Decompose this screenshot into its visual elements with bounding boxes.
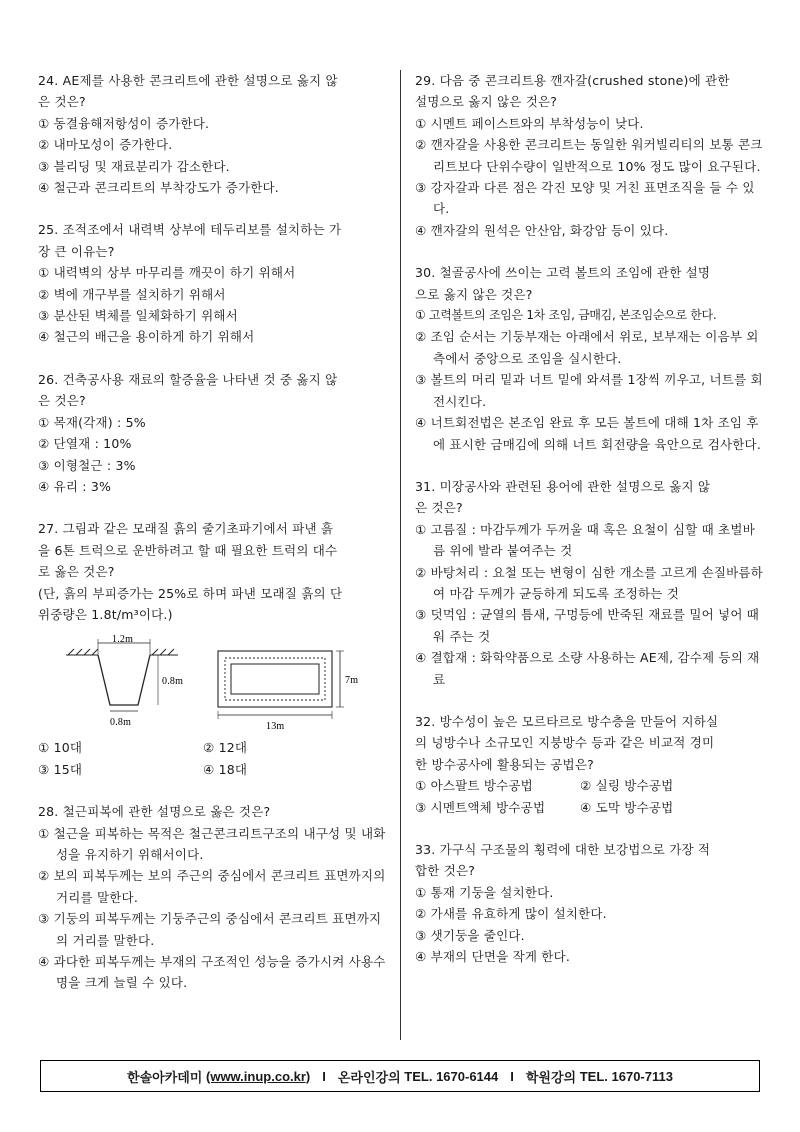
question-27-option-4: ④ 18대 bbox=[203, 761, 248, 777]
question-30-option-2: ② 조임 순서는 기둥부재는 아래에서 위로, 보부재는 이음부 외측에서 중앙으로 조임을 실시한다. bbox=[415, 329, 759, 366]
question-24-option-3: ③ 블리딩 및 재료분리가 감소한다. bbox=[38, 158, 230, 174]
question-27-option-3: ③ 15대 bbox=[38, 761, 83, 777]
question-24-option-4: ④ 철근과 콘크리트의 부착강도가 증가한다. bbox=[38, 180, 279, 196]
question-27-option-2: ② 12대 bbox=[203, 740, 248, 756]
question-30 bbox=[415, 262, 765, 455]
question-29-option-4: ④ 깬자갈의 원석은 안산암, 화강암 등이 있다. bbox=[415, 222, 669, 238]
question-31-option-2: ② 바탕처리 : 요철 또는 변형이 심한 개소를 고르게 손질바름하여 마감 두께가 균등하게 되도록 조정하는 것 bbox=[415, 564, 763, 601]
question-31-stem-1: 31. 미장공사와 관련된 용어에 관한 설명으로 옳지 않 bbox=[415, 478, 711, 494]
question-25-option-2: ② 벽에 개구부를 설치하기 위해서 bbox=[38, 286, 226, 302]
question-33-option-3: ③ 샛기둥을 줄인다. bbox=[415, 927, 525, 943]
question-31-option-3: ③ 덧먹임 : 균열의 틈새, 구멍등에 반죽된 재료를 밀어 넣어 때워 주는 것 bbox=[415, 607, 760, 644]
question-32-option-1: ① 아스팔트 방수공법 bbox=[415, 778, 533, 794]
bottom-width-label: 0.8m bbox=[110, 717, 132, 729]
depth-label: 0.8m bbox=[162, 676, 184, 688]
trench-section bbox=[98, 655, 150, 705]
question-26-option-4: ④ 유리 : 3% bbox=[38, 478, 112, 494]
right-column bbox=[415, 70, 765, 967]
question-31-option-4: ④ 결합재 : 화학약품으로 소량 사용하는 AE제, 감수제 등의 재료 bbox=[415, 650, 760, 687]
footer-online-tel: TEL. 1670-6144 bbox=[404, 1068, 499, 1084]
top-width-label: 1.2m bbox=[112, 634, 134, 646]
question-26-option-3: ③ 이형철근 : 3% bbox=[38, 457, 136, 473]
question-29-option-1: ① 시멘트 페이스트와의 부착성능이 낮다. bbox=[415, 115, 644, 131]
question-28 bbox=[38, 801, 388, 994]
question-26-option-1: ① 목재(각재) : 5% bbox=[38, 414, 146, 430]
question-26-option-2: ② 단열재 : 10% bbox=[38, 436, 132, 452]
question-32-stem-1: 32. 방수성이 높은 모르타르로 방수층을 만들어 지하실 bbox=[415, 713, 719, 729]
question-30-option-1: ① 고력볼트의 조임은 1차 조임, 금매김, 본조임순으로 한다. bbox=[415, 308, 717, 323]
question-24-stem-1: 24. AE제를 사용한 콘크리트에 관한 설명으로 옳지 않 bbox=[38, 73, 338, 88]
question-27-option-1: ① 10대 bbox=[38, 740, 83, 756]
question-32-options-row-1 bbox=[415, 775, 765, 796]
question-26-stem-1: 26. 건축공사용 재료의 할증율을 나타낸 것 중 옳지 않 bbox=[38, 371, 338, 387]
question-29-stem-2: 설명으로 옳지 않은 것은? bbox=[415, 94, 558, 110]
question-29-stem-1: 29. 다음 중 콘크리트용 깬자갈(crushed stone)에 관한 bbox=[415, 73, 730, 88]
width-label: 7m bbox=[345, 675, 359, 687]
length-label: 13m bbox=[266, 721, 285, 732]
question-25-stem-2: 장 큰 이유는? bbox=[38, 243, 115, 259]
footer-academy-name: 한솔아카데미 bbox=[127, 1069, 203, 1085]
question-33-stem-1: 33. 가구식 구조물의 횡력에 대한 보강법으로 가장 적 bbox=[415, 842, 711, 857]
trench-diagram bbox=[38, 633, 388, 731]
question-31 bbox=[415, 476, 765, 690]
question-32-stem-3: 한 방수공사에 활용되는 공법은? bbox=[415, 756, 594, 772]
question-29 bbox=[415, 70, 765, 241]
question-32-option-3: ③ 시멘트액체 방수공법 bbox=[415, 799, 546, 815]
question-28-stem-1: 28. 철근피복에 관한 설명으로 옳은 것은? bbox=[38, 804, 271, 820]
question-30-option-3: ③ 볼트의 머리 밑과 너트 밑에 와셔를 1장씩 끼우고, 너트를 회전시킨다. bbox=[415, 372, 763, 409]
question-33-option-4: ④ 부재의 단면을 작게 한다. bbox=[415, 949, 571, 965]
trench-figure bbox=[38, 633, 388, 731]
question-30-option-4: ④ 너트회전법은 본조임 완료 후 모든 볼트에 대해 1차 조임 후에 표시한 금매김에 의해 너트 회전량을 육안으로 검사한다. bbox=[415, 415, 761, 452]
question-29-option-3: ③ 강자갈과 다른 점은 각진 모양 및 거친 표면조직을 들 수 있다. bbox=[415, 180, 755, 217]
question-28-option-2: ② 보의 피복두께는 보의 주근의 중심에서 콘크리트 표면까지의 거리를 말한다. bbox=[38, 868, 386, 905]
question-24 bbox=[38, 70, 388, 198]
question-28-option-3: ③ 기둥의 피복두께는 기둥주근의 중심에서 콘크리트 표면까지의 거리를 말한다. bbox=[38, 911, 382, 948]
question-25-option-1: ① 내력벽의 상부 마무리를 깨끗이 하기 위해서 bbox=[38, 265, 296, 281]
question-26 bbox=[38, 369, 388, 497]
question-33-option-2: ② 가새를 유효하게 많이 설치한다. bbox=[415, 906, 607, 922]
question-24-option-1: ① 동결융해저항성이 증가한다. bbox=[38, 115, 210, 131]
question-27-stem-3: 로 옳은 것은? bbox=[38, 564, 115, 580]
question-32-stem-2: 의 넝방수나 소규모인 지붕방수 등과 같은 비교적 경미 bbox=[415, 735, 715, 751]
question-24-option-2: ② 내마모성이 증가한다. bbox=[38, 137, 173, 153]
question-27-stem-4: (단, 흙의 부피증가는 25%로 하며 파낸 모래질 흙의 단 bbox=[38, 585, 343, 601]
question-27-stem-1: 27. 그림과 같은 모래질 흙의 줄기초파기에서 파낸 흙 bbox=[38, 521, 334, 537]
footer-online-label: 온라인강의 bbox=[337, 1069, 401, 1085]
question-32-options-row-2 bbox=[415, 797, 765, 818]
plan-inner bbox=[231, 664, 319, 694]
footer-website-link[interactable]: (www.inup.co.kr) bbox=[206, 1068, 311, 1084]
footer-offline-tel: TEL. 1670-7113 bbox=[579, 1068, 673, 1084]
question-30-stem-2: 으로 옳지 않은 것은? bbox=[415, 286, 533, 302]
question-27-options-row-1 bbox=[38, 737, 388, 758]
left-column bbox=[38, 70, 388, 994]
question-33-option-1: ① 통재 기둥을 설치한다. bbox=[415, 884, 554, 900]
question-33 bbox=[415, 839, 765, 967]
question-27-stem-5: 위중량은 1.8t/m³이다.) bbox=[38, 606, 173, 622]
question-26-stem-2: 은 것은? bbox=[38, 393, 86, 409]
question-25-option-3: ③ 분산된 벽체를 일체화하기 위해서 bbox=[38, 308, 238, 324]
question-25-option-4: ④ 철근의 배근을 용이하게 하기 위해서 bbox=[38, 329, 255, 345]
question-32-option-2: ② 실링 방수공법 bbox=[580, 778, 674, 794]
question-28-option-1: ① 철근을 피복하는 목적은 철근콘크리트구조의 내구성 및 내화성을 유지하기 위해서이다. bbox=[38, 825, 386, 862]
question-28-option-4: ④ 과다한 피복두께는 부재의 구조적인 성능을 증가시켜 사용수명을 크게 늘릴 수 있다. bbox=[38, 954, 386, 991]
question-25 bbox=[38, 219, 388, 347]
question-32-option-4: ④ 도막 방수공법 bbox=[580, 799, 674, 815]
footer-separator-2: I bbox=[510, 1068, 514, 1084]
question-25-stem-1: 25. 조적조에서 내력벽 상부에 테두리보를 설치하는 가 bbox=[38, 222, 342, 238]
question-30-stem-1: 30. 철골공사에 쓰이는 고력 볼트의 조임에 관한 설명 bbox=[415, 265, 711, 281]
question-24-stem-2: 은 것은? bbox=[38, 94, 86, 110]
column-divider bbox=[400, 70, 401, 1040]
footer-separator-1: I bbox=[322, 1068, 326, 1084]
question-32 bbox=[415, 711, 765, 818]
question-29-option-2: ② 깬자갈을 사용한 콘크리트는 동일한 워커빌리티의 보통 콘크리트보다 단위수량이 일반적으로 10% 정도 많이 요구된다. bbox=[415, 137, 763, 174]
ground-hatch bbox=[66, 649, 178, 655]
question-31-option-1: ① 고름질 : 마감두께가 두꺼울 때 혹은 요철이 심할 때 초벌바름 위에 발라 붙여주는 것 bbox=[415, 521, 755, 559]
question-27-options-row-2 bbox=[38, 759, 388, 780]
question-27-stem-2: 을 6톤 트럭으로 운반하려고 할 때 필요한 트럭의 대수 bbox=[38, 542, 338, 558]
question-31-stem-2: 은 것은? bbox=[415, 500, 463, 516]
footer-bar bbox=[40, 1060, 760, 1092]
question-27 bbox=[38, 518, 388, 780]
question-33-stem-2: 합한 것은? bbox=[415, 863, 476, 879]
footer-offline-label: 학원강의 bbox=[525, 1069, 577, 1085]
plan-outer bbox=[218, 651, 332, 707]
